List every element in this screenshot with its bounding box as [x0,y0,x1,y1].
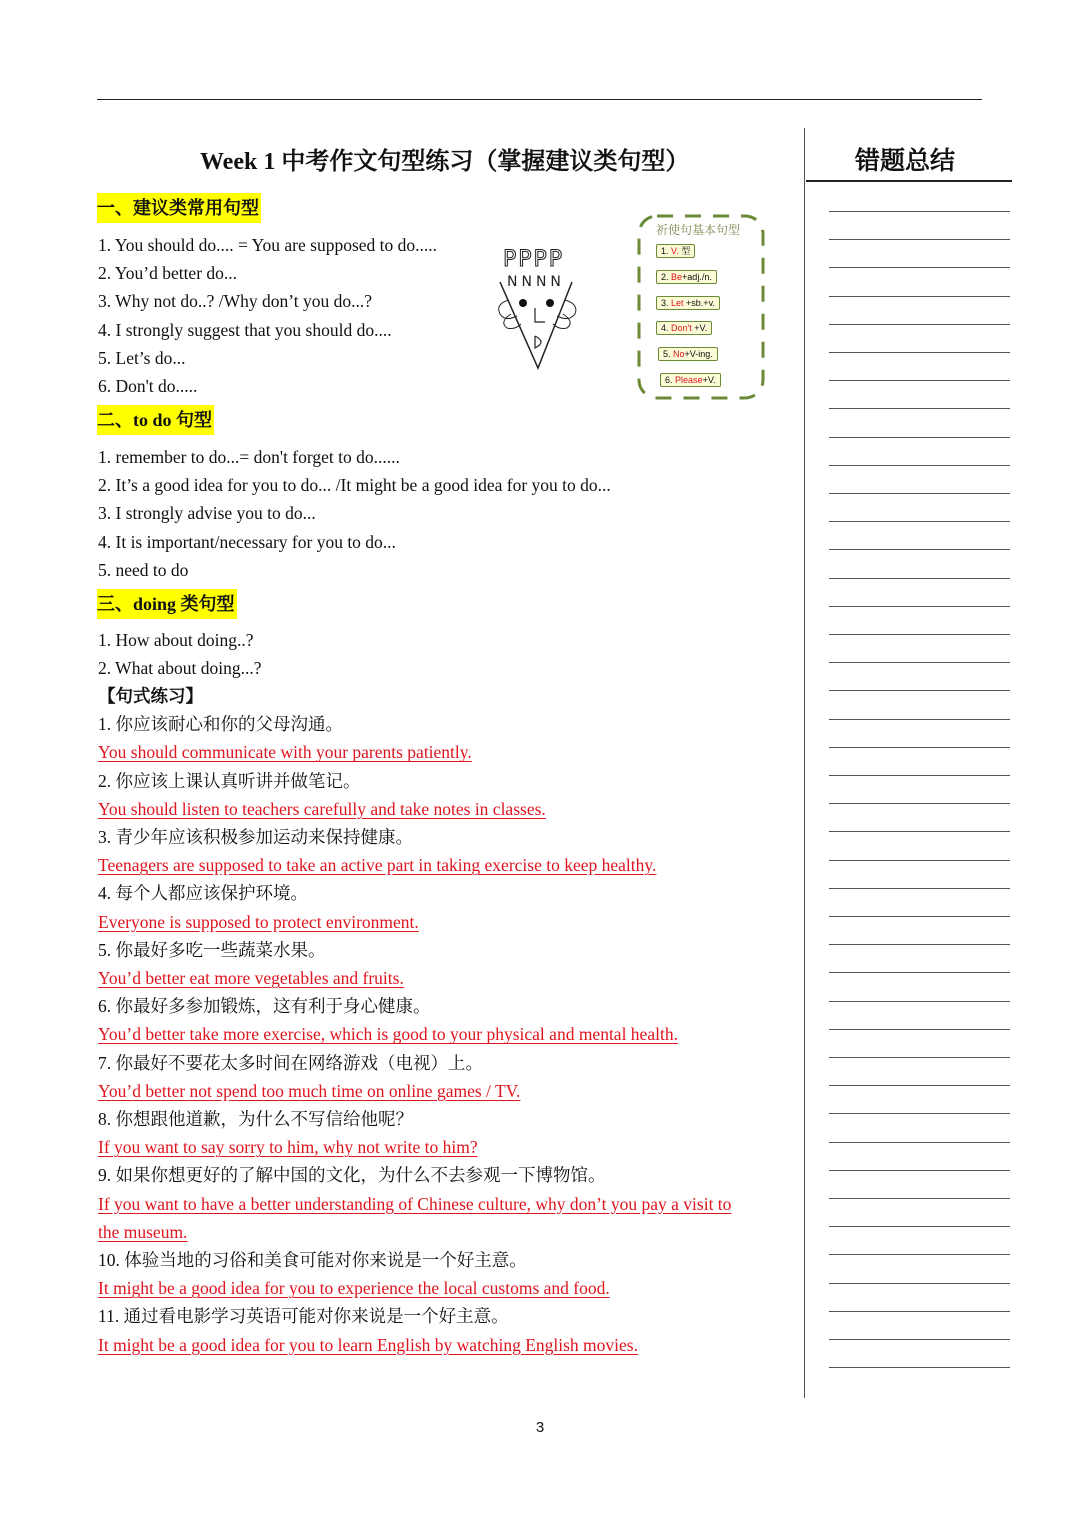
pattern-item [656,270,717,284]
section-heading-2: 二、to do 句型 [97,405,214,435]
pattern-item [660,373,721,387]
practice-answer: Everyone is supposed to protect environment. [98,911,419,932]
sentence-pattern: 2. It’s a good idea for you to do... /It might be a good idea for you to do... [98,475,611,496]
writing-line [829,1339,1010,1340]
writing-line [829,1113,1010,1114]
pattern-keyword: Be [671,271,683,282]
writing-line [829,1311,1010,1312]
pattern-keyword: Please [675,375,703,385]
pattern-number: 3. [661,297,669,308]
pattern-item [656,244,695,258]
mistakes-summary-title: 错题总结 [855,148,956,175]
writing-line [829,1198,1010,1199]
sentence-pattern: 5. Let’s do... [98,347,186,368]
sentence-pattern: 1. You should do.... = You are supposed to do..... [98,235,438,255]
patterns-box-title: 祈使句基本句型 [656,223,741,237]
sentence-pattern: 2. You’d better do... [98,263,238,284]
writing-line [829,1057,1010,1058]
sentence-pattern: 3. I strongly advise you to do... [98,503,316,524]
mascot-letters-n: NNNN [507,274,565,290]
writing-line [829,437,1010,438]
pattern-rest: +sb.+v. [683,297,715,308]
pattern-keyword: V. [671,246,679,256]
practice-answer: You should listen to teachers carefully and take notes in classes. [98,798,546,819]
practice-prompt: 8. 你想跟他道歉，为什么不写信给他呢？ [98,1109,413,1129]
practice-answer: You’d better take more exercise, which is good to your physical and mental health. [98,1024,678,1045]
writing-line [829,324,1010,325]
sentence-pattern: 6. Don't do..... [98,376,198,396]
writing-line [829,860,1010,861]
writing-line [829,690,1010,691]
writing-line [829,972,1010,973]
writing-line [829,267,1010,268]
writing-line [829,296,1010,297]
section-heading-1: 一、建议类常用句型 [97,193,261,223]
writing-line [829,1254,1010,1255]
writing-line [829,408,1010,409]
pattern-item [658,347,718,361]
writing-line [829,1142,1010,1143]
pattern-rest: 型 [678,246,691,256]
writing-line [829,1283,1010,1284]
mascot-drawing [495,242,580,372]
pattern-rest: +V-ing. [684,349,713,360]
pattern-item [656,296,720,310]
header-rule [97,99,982,100]
writing-line [829,239,1010,240]
practice-prompt: 2. 你应该上课认真听讲并做笔记。 [98,770,361,791]
practice-prompt: 10. 体验当地的习俗和美食可能对你来说是一个好主意。 [98,1250,527,1270]
pattern-number: 2. [661,271,669,282]
practice-answer: If you want to say sorry to him, why not write to him? [98,1137,478,1158]
practice-answer: You should communicate with your parents patiently. [98,742,472,763]
pattern-rest: +V. [702,375,716,385]
practice-prompt: 3. 青少年应该积极参加运动来保持健康。 [98,827,413,847]
writing-line [829,775,1010,776]
practice-answer: It might be a good idea for you to learn English by watching English movies. [98,1334,638,1355]
writing-line [829,634,1010,635]
writing-line [829,1170,1010,1171]
page-title: Week 1 中考作文句型练习（掌握建议类句型） [200,149,690,175]
sentence-pattern: 4. I strongly suggest that you should do.... [98,319,392,340]
writing-line [829,380,1010,381]
pattern-keyword: Don't [671,323,692,334]
pattern-rest: +V. [691,323,708,334]
writing-line [829,211,1010,212]
pattern-number: 5. [663,349,671,360]
sentence-pattern: 5. need to do [98,559,189,580]
writing-line [829,1367,1010,1368]
practice-answer: You’d better eat more vegetables and fruits. [98,968,404,988]
pattern-item [656,321,712,335]
pattern-number: 4. [661,323,669,334]
writing-line [829,916,1010,917]
pattern-number: 1. [661,246,669,256]
writing-line [829,1226,1010,1227]
writing-line [829,747,1010,748]
column-divider [804,128,805,1398]
sentence-pattern: 3. Why not do..? /Why don’t you do...? [98,291,372,312]
practice-prompt: 7. 你最好不要花太多时间在网络游戏（电视）上。 [98,1052,483,1073]
pattern-keyword: Let [671,297,684,308]
writing-line [829,1029,1010,1030]
writing-line [829,719,1010,720]
practice-answer: If you want to have a better understanding of Chinese culture, why don’t you pay a visit to [98,1193,732,1214]
writing-line [829,888,1010,889]
writing-line [829,831,1010,832]
pattern-number: 6. [665,375,673,385]
writing-line [829,944,1010,945]
practice-prompt: 4. 每个人都应该保护环境。 [98,883,308,904]
mascot-letters-p: PPPP [503,247,565,272]
writing-line [829,493,1010,494]
sentence-pattern: 4. It is important/necessary for you to do... [98,531,396,552]
writing-line [829,803,1010,804]
writing-line [829,606,1010,607]
pattern-keyword: No [673,349,685,360]
practice-prompt: 1. 你应该耐心和你的父母沟通。 [98,714,343,735]
writing-line [829,1001,1010,1002]
writing-line [829,465,1010,466]
writing-line [829,521,1010,522]
sentence-pattern: 2. What about doing...? [98,658,262,679]
sentence-pattern: 1. How about doing..? [98,630,254,650]
practice-prompt: 11. 通过看电影学习英语可能对你来说是一个好主意。 [98,1306,509,1327]
writing-line [829,1085,1010,1086]
practice-heading: 【句式练习】 [98,686,203,706]
practice-answer: It might be a good idea for you to experience the local customs and food. [98,1278,610,1299]
practice-answer: the museum. [98,1221,188,1242]
writing-line [829,578,1010,579]
writing-line [829,549,1010,550]
practice-answer: Teenagers are supposed to take an active part in taking exercise to keep healthy. [98,855,657,876]
writing-line [829,352,1010,353]
page-number: 3 [535,1419,545,1436]
writing-line [829,662,1010,663]
practice-prompt: 9. 如果你想更好的了解中国的文化，为什么不去参观一下博物馆。 [98,1165,606,1186]
practice-prompt: 5. 你最好多吃一些蔬菜水果。 [98,939,326,960]
imperative-patterns-box [636,212,766,402]
mistakes-title-rule [806,180,1012,182]
section-heading-3: 三、doing 类句型 [97,589,237,619]
sentence-pattern: 1. remember to do...= don't forget to do...... [98,447,400,467]
practice-prompt: 6. 你最好多参加锻炼，这有利于身心健康。 [98,996,431,1017]
practice-answer: You’d better not spend too much time on online games / TV. [98,1080,521,1101]
pattern-rest: +adj./n. [682,271,712,282]
